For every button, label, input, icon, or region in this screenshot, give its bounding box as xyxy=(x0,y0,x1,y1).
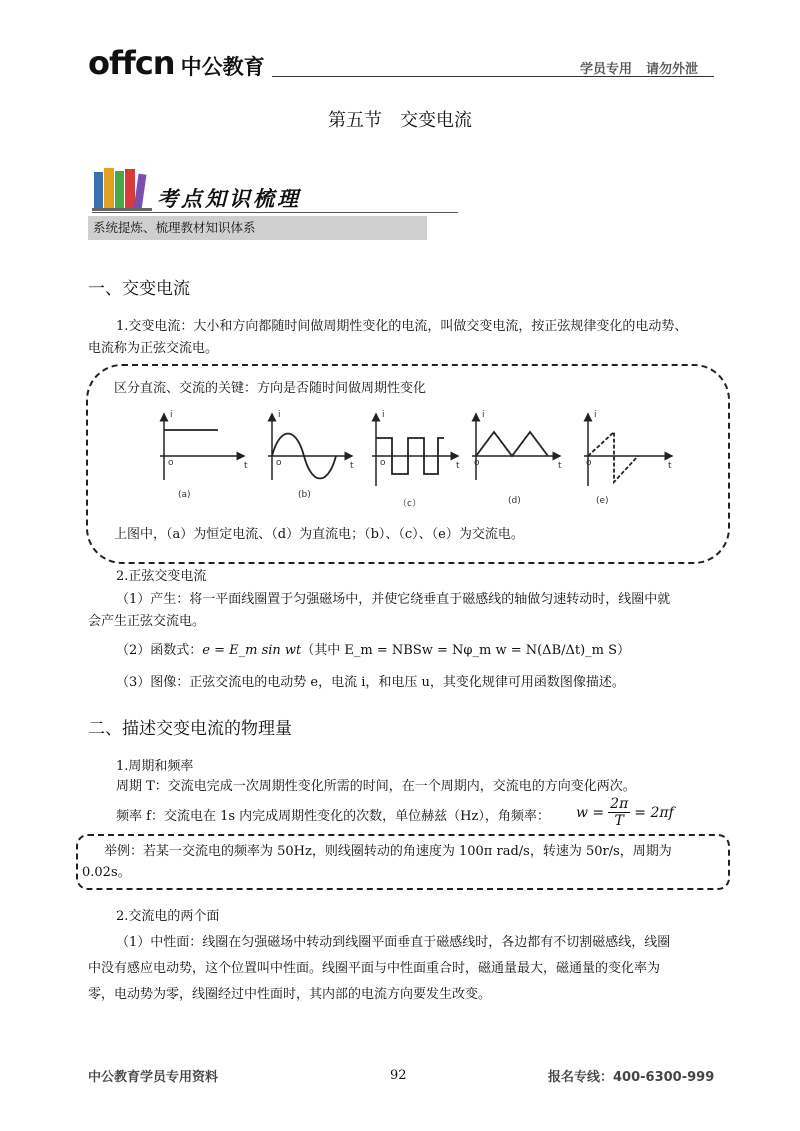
period-definition: 周期 T：交流电完成一次周期性变化所需的时间，在一个周期内，交流电的方向变化两次。 xyxy=(116,779,636,794)
header-tag-confidential: 请勿外泄 xyxy=(646,62,699,77)
graph-b-x-label: t xyxy=(350,461,354,471)
neutral-plane-line2: 中没有感应电动势，这个位置叫中性面。线圈平面与中性面重合时，磁通量最大，磁通量的变化率为 xyxy=(88,961,661,976)
sine-ac-function xyxy=(116,640,630,662)
graph-e-y-label: i xyxy=(594,410,597,420)
graph-d-origin: o xyxy=(474,458,480,468)
two-planes-heading: 2.交流电的两个面 xyxy=(116,909,220,924)
page-title: 第五节 交变电流 xyxy=(328,110,472,131)
graph-b-caption: (b) xyxy=(298,490,311,500)
graph-e-x-label: t xyxy=(668,461,672,471)
graph-a xyxy=(160,414,244,480)
section-heading-2: 二、描述交变电流的物理量 xyxy=(88,719,292,739)
graph-a-x-label: t xyxy=(244,461,248,471)
graph-b-origin: o xyxy=(276,458,282,468)
sine-ac-generation-line2: 会产生正弦交流电。 xyxy=(88,614,206,629)
graph-b xyxy=(268,414,352,480)
formula-lhs: w = xyxy=(576,804,605,821)
sine-ac-generation-line1: （1）产生：将一平面线圈置于匀强磁场中，并使它绕垂直于磁感线的轴做匀速转动时，线圈中就 xyxy=(116,592,671,607)
graph-c-x-label: t xyxy=(456,461,460,471)
graph-d-x-label: t xyxy=(558,461,562,471)
graph-d-caption: (d) xyxy=(508,496,521,506)
offcn-logo xyxy=(88,44,265,82)
footer-left: 中公教育学员专用资料 xyxy=(88,1070,219,1085)
example-line2: 0.02s。 xyxy=(82,865,131,880)
period-frequency-heading: 1.周期和频率 xyxy=(116,759,194,774)
footer-hotline: 报名专线：400-6300-999 xyxy=(548,1070,715,1085)
graph-c-caption: （c） xyxy=(398,499,421,509)
box-title: 区分直流、交流的关键：方向是否随时间做周期性变化 xyxy=(114,381,427,396)
neutral-plane-line1: （1）中性面：线圈在匀强磁场中转动到线圈平面垂直于磁感线时，各边都有不切割磁感线，线圈 xyxy=(116,935,671,950)
section-heading-1: 一、交变电流 xyxy=(88,279,190,299)
graph-c xyxy=(372,414,458,486)
function-prefix: （2）函数式： xyxy=(116,643,203,658)
logo-text-en: offcn xyxy=(88,44,175,82)
frequency-definition: 频率 f：交流电在 1s 内完成周期性变化的次数，单位赫兹（Hz），角频率： xyxy=(116,809,550,824)
graph-b-y-label: i xyxy=(278,410,281,420)
graph-e-caption: (e) xyxy=(596,496,609,506)
box-conclusion: 上图中，（a）为恒定电流、（d）为直流电；（b）、（c）、（e）为交流电。 xyxy=(114,527,524,542)
page-number: 92 xyxy=(390,1068,407,1083)
formula-numerator: 2π xyxy=(610,796,629,812)
function-formula: e = E_m sin wt xyxy=(202,643,302,658)
books-icon xyxy=(92,166,154,216)
formula-fraction xyxy=(608,796,630,829)
formula-rhs: = 2πf xyxy=(634,804,674,821)
banner-subtitle: 系统提炼、梳理教材知识体系 xyxy=(88,216,427,240)
graph-a-y-label: i xyxy=(170,410,173,420)
paragraph-ac-definition-line2: 电流称为正弦交流电。 xyxy=(88,341,219,356)
logo-text-cn: 中公教育 xyxy=(180,55,265,79)
header-tag xyxy=(580,58,698,77)
neutral-plane-line3: 零，电动势为零，线圈经过中性面时，其内部的电流方向要发生改变。 xyxy=(88,987,492,1002)
example-line1: 举例：若某一交流电的频率为 50Hz，则线圈转动的角速度为 100π rad/s，转速为 50r/s，周期为 xyxy=(104,844,672,859)
graph-d-y-label: i xyxy=(482,410,485,420)
graph-a-caption: (a) xyxy=(178,490,191,500)
graph-a-origin: o xyxy=(168,458,174,468)
sine-ac-heading: 2.正弦交变电流 xyxy=(116,569,207,584)
graph-d xyxy=(472,414,560,480)
graph-e xyxy=(584,414,672,486)
sine-ac-graph: （3）图像：正弦交流电的电动势 e，电流 i，和电压 u，其变化规律可用函数图像描述。 xyxy=(116,675,625,690)
angular-frequency-formula xyxy=(576,796,674,829)
formula-denominator: T xyxy=(614,813,624,829)
function-parenthetical: （其中 E_m = NBSw = Nφ_m w = N(ΔB/Δt)_m S） xyxy=(301,643,631,658)
banner-rule xyxy=(92,212,458,213)
graph-e-origin: o xyxy=(586,458,592,468)
graph-c-origin: o xyxy=(380,458,386,468)
paragraph-ac-definition-line1: 1.交变电流：大小和方向都随时间做周期性变化的电流，叫做交变电流，按正弦规律变化的电动势、 xyxy=(116,319,688,334)
banner-title: 考点知识梳理 xyxy=(157,186,301,211)
header-tag-student: 学员专用 xyxy=(580,62,633,77)
graph-c-y-label: i xyxy=(382,410,385,420)
